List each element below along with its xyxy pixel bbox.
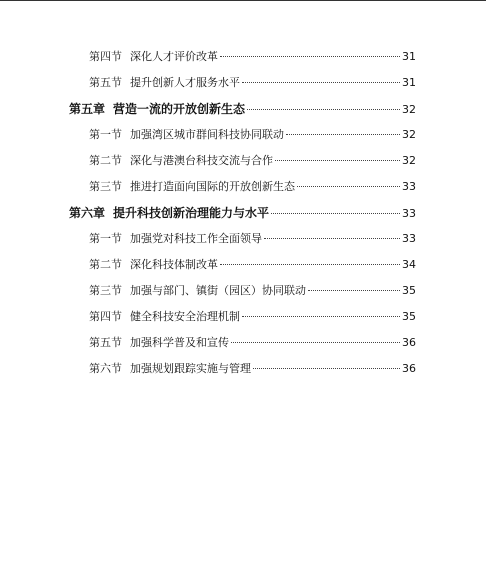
dot-leader [264, 238, 400, 239]
toc-entry-number: 第四节 [89, 50, 122, 63]
dot-leader [220, 264, 400, 265]
toc-entry-number: 第四节 [89, 310, 122, 323]
toc-entry-page: 31 [402, 76, 416, 89]
dot-leader [247, 109, 400, 110]
toc-entry-section[interactable] [89, 256, 416, 274]
toc-entry-title: 加强与部门、镇街（园区）协同联动 [130, 284, 306, 297]
toc-entry-section[interactable] [89, 308, 416, 326]
toc-entry-number: 第六节 [89, 362, 122, 375]
toc-entry-page: 34 [402, 258, 416, 271]
toc-entry-title: 营造一流的开放创新生态 [113, 102, 246, 116]
toc-entry-title: 健全科技安全治理机制 [130, 310, 240, 323]
toc-entry-chapter[interactable] [69, 100, 416, 118]
toc-entry-number: 第五节 [89, 336, 122, 349]
dot-leader [231, 342, 400, 343]
toc-entry-title: 加强科学普及和宣传 [130, 336, 229, 349]
toc-entry-title: 提升科技创新治理能力与水平 [113, 206, 270, 220]
toc-entry-section[interactable] [89, 178, 416, 196]
toc-entry-page: 35 [402, 310, 416, 323]
toc-entry-title: 推进打造面向国际的开放创新生态 [130, 180, 295, 193]
toc-entry-page: 33 [402, 180, 416, 193]
toc-entry-number: 第二节 [89, 258, 122, 271]
toc-entry-page: 31 [402, 50, 416, 63]
dot-leader [242, 82, 400, 83]
toc-entry-page: 33 [402, 232, 416, 245]
toc-entry-title: 加强湾区城市群间科技协同联动 [130, 128, 284, 141]
toc-entry-page: 32 [402, 103, 416, 116]
toc-entry-number: 第三节 [89, 284, 122, 297]
dot-leader [286, 134, 400, 135]
toc-entry-section[interactable] [89, 152, 416, 170]
toc-entry-title: 加强党对科技工作全面领导 [130, 232, 262, 245]
toc-entry-section[interactable] [89, 230, 416, 248]
toc-entry-number: 第六章 [69, 206, 106, 220]
toc-entry-page: 32 [402, 154, 416, 167]
toc-entry-title: 加强规划跟踪实施与管理 [130, 362, 251, 375]
toc-entry-title: 深化科技体制改革 [130, 258, 218, 271]
toc-entry-section[interactable] [89, 126, 416, 144]
toc-entry-section[interactable] [89, 48, 416, 66]
dot-leader [253, 368, 400, 369]
toc-entry-number: 第一节 [89, 232, 122, 245]
toc-entry-chapter[interactable] [69, 204, 416, 222]
toc-entry-page: 35 [402, 284, 416, 297]
toc-entry-title: 深化与港澳台科技交流与合作 [130, 154, 273, 167]
toc-entry-section[interactable] [89, 360, 416, 378]
toc-entry-section[interactable] [89, 74, 416, 92]
dot-leader [242, 316, 400, 317]
toc-entry-number: 第五章 [69, 102, 106, 116]
toc-entry-section[interactable] [89, 282, 416, 300]
toc-entry-page: 33 [402, 207, 416, 220]
dot-leader [297, 186, 400, 187]
toc-entry-section[interactable] [89, 334, 416, 352]
toc-entry-number: 第二节 [89, 154, 122, 167]
dot-leader [308, 290, 400, 291]
toc-entry-page: 32 [402, 128, 416, 141]
toc-entry-page: 36 [402, 362, 416, 375]
toc-entry-title: 提升创新人才服务水平 [130, 76, 240, 89]
toc-entry-number: 第一节 [89, 128, 122, 141]
toc-entry-page: 36 [402, 336, 416, 349]
dot-leader [271, 213, 400, 214]
header-rule [0, 0, 486, 1]
toc-entry-number: 第五节 [89, 76, 122, 89]
toc-entry-number: 第三节 [89, 180, 122, 193]
dot-leader [275, 160, 400, 161]
dot-leader [220, 56, 400, 57]
toc-entry-title: 深化人才评价改革 [130, 50, 218, 63]
